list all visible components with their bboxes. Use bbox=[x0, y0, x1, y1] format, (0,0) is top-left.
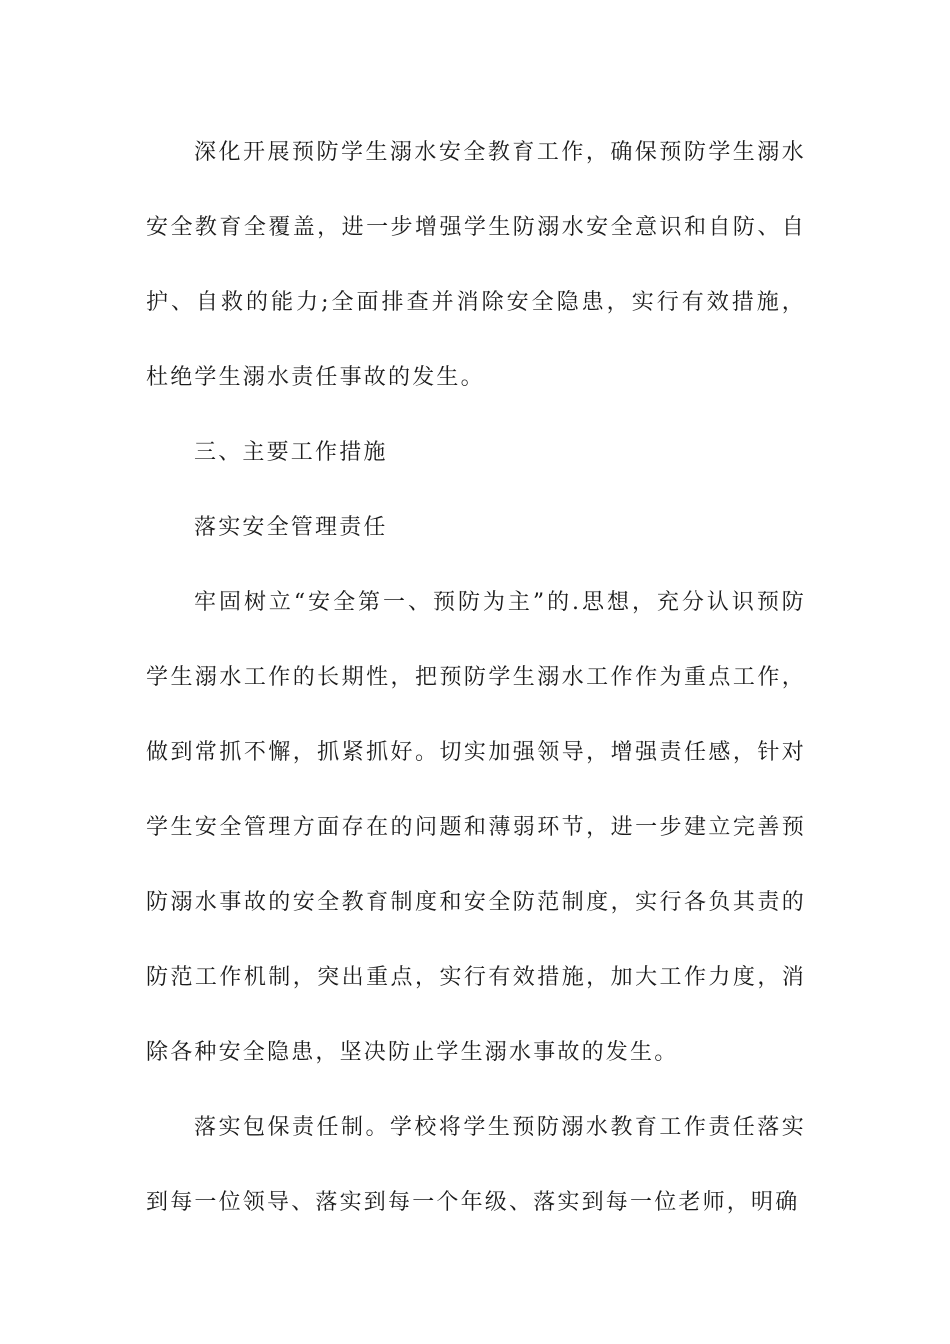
paragraph-objective: 深化开展预防学生溺水安全教育工作，确保预防学生溺水安全教育全覆盖，进一步增强学生防溺水安全意识和自防、自护、自救的能力;全面排查并消除安全隐患，实行有效措施，杜绝学生溺水责任事故的发生。 bbox=[146, 140, 806, 390]
paragraph-safety-first: 牢固树立“安全第一、预防为主”的.思想，充分认识预防学生溺水工作的长期性，把预防学生溺水工作作为重点工作，做到常抓不懈，抓紧抓好。切实加强领导，增强责任感，针对学生安全管理方面存在的问题和薄弱环节，进一步建立完善预防溺水事故的安全教育制度和安全防范制度，实行各负其责的防范工作机制，突出重点，实行有效措施，加大工作力度，消除各种安全隐患，坚决防止学生溺水事故的发生。 bbox=[146, 590, 806, 1065]
paragraph-responsibility-system: 落实包保责任制。学校将学生预防溺水教育工作责任落实到每一位领导、落实到每一个年级、落实到每一位老师，明确 bbox=[146, 1115, 806, 1215]
subheading-safety-responsibility: 落实安全管理责任 bbox=[194, 515, 388, 540]
section-heading-main-measures: 三、主要工作措施 bbox=[194, 440, 388, 465]
document-body bbox=[146, 115, 806, 1240]
